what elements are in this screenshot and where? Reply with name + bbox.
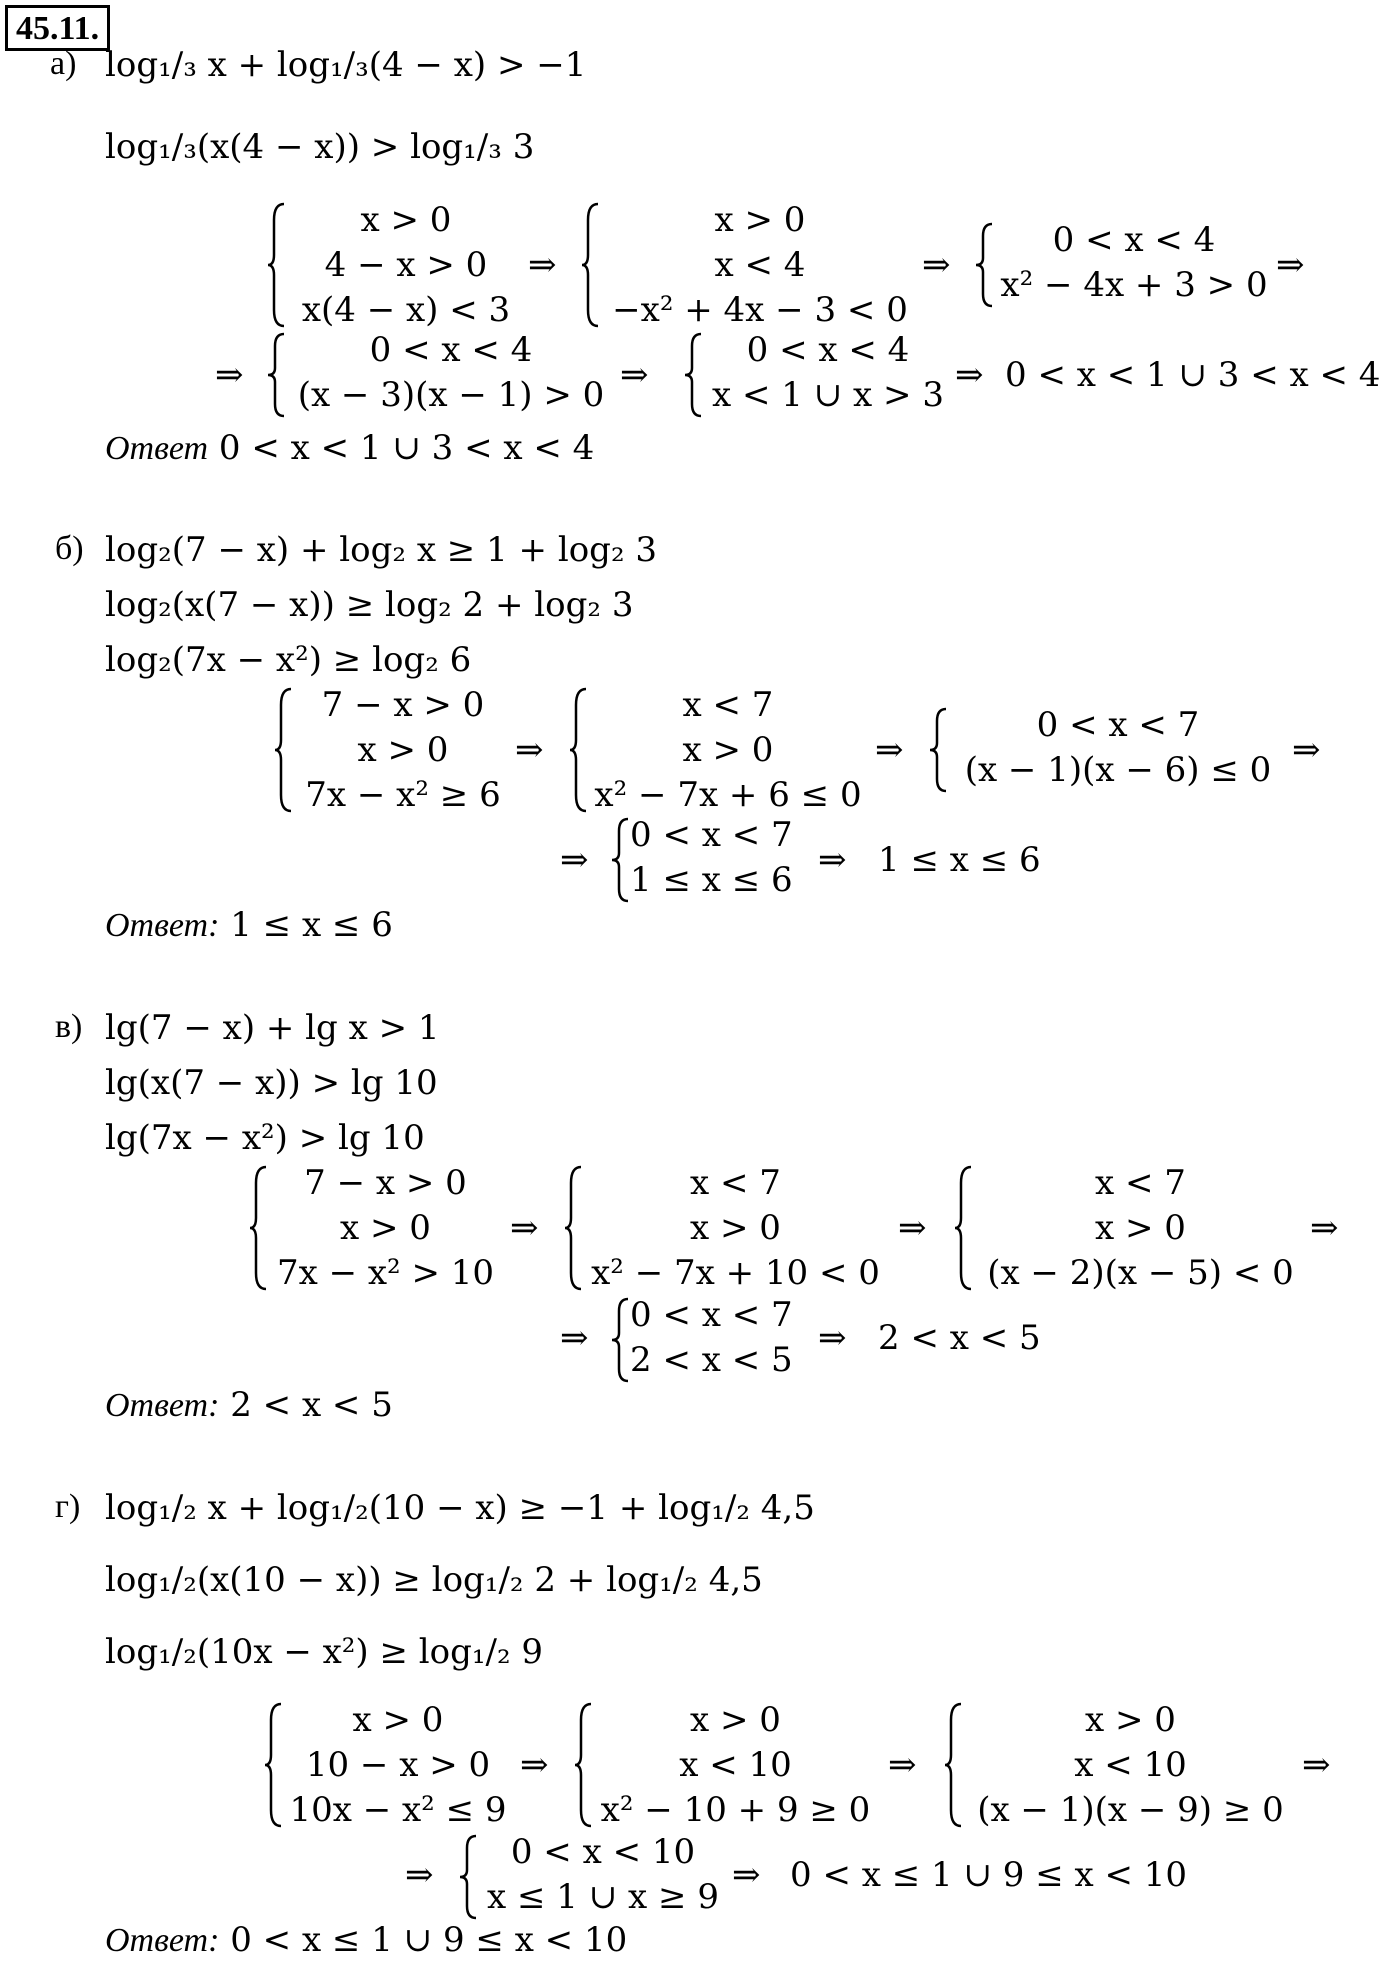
sys-line: x < 4 [714,245,806,285]
left-brace-icon [930,705,950,795]
sys-line: x > 0 [352,1700,444,1740]
part-b-line-2: log₂(x(7 − x)) ≥ log₂ 2 + log₂ 3 [105,585,634,625]
answer-label: Ответ: [105,907,220,944]
implies-arrow: ⇒ [898,1208,927,1248]
sys-line: x² − 4x + 3 > 0 [1000,265,1268,305]
answer-label: Ответ [105,430,209,467]
part-d-line-1: log₁/₂ x + log₁/₂(10 − x) ≥ −1 + log₁/₂ 4,5 [105,1488,815,1528]
sys-line: 0 < x < 4 [369,330,533,370]
part-a-answer [105,428,594,468]
answer-value: 0 < x < 1 ∪ 3 < x < 4 [218,428,595,468]
part-b-result: 1 ≤ x ≤ 6 [878,840,1041,880]
implies-arrow: ⇒ [955,355,984,395]
part-d-result: 0 < x ≤ 1 ∪ 9 ≤ x < 10 [790,1855,1188,1895]
part-d-system-4 [460,1832,730,1922]
part-c-result: 2 < x < 5 [878,1318,1041,1358]
sys-line: 1 ≤ x ≤ 6 [630,860,793,900]
left-brace-icon [612,1295,632,1385]
left-brace-icon [570,685,590,815]
left-brace-icon [945,1700,965,1830]
sys-line: 7 − x > 0 [321,685,485,725]
sys-line: x > 0 [1085,1700,1176,1740]
part-b-answer [105,905,393,945]
sys-line: 10 − x > 0 [305,1745,491,1785]
sys-line: x < 10 [1074,1745,1187,1785]
part-a-result: 0 < x < 1 ∪ 3 < x < 4 [1005,355,1381,395]
left-brace-icon [275,685,295,815]
part-d-system-3 [945,1700,1300,1830]
part-a-system-5 [685,330,955,420]
part-d-system-1 [265,1700,515,1830]
left-brace-icon [955,1163,975,1293]
sys-line: x > 0 [1095,1208,1186,1248]
sys-line: x > 0 [357,730,449,770]
sys-line: −x² + 4x − 3 < 0 [612,290,908,330]
sys-line: 0 < x < 7 [630,1295,793,1335]
part-d-line-2: log₁/₂(x(10 − x)) ≥ log₁/₂ 2 + log₁/₂ 4,5 [105,1560,763,1600]
sys-line: (x − 2)(x − 5) < 0 [987,1253,1294,1293]
sys-line: (x − 1)(x − 9) ≥ 0 [977,1790,1284,1830]
part-d-system-2 [575,1700,880,1830]
implies-arrow: ⇒ [528,245,557,285]
part-d-label: г) [55,1488,81,1525]
answer-value: 2 < x < 5 [230,1385,393,1425]
left-brace-icon [268,330,288,420]
implies-arrow: ⇒ [875,730,904,770]
part-b-system-3 [930,705,1290,795]
implies-arrow: ⇒ [515,730,544,770]
sys-line: 7x − x² > 10 [276,1253,495,1293]
sys-line: x < 7 [1095,1163,1186,1203]
answer-value: 1 ≤ x ≤ 6 [230,905,393,945]
implies-arrow: ⇒ [510,1208,539,1248]
sys-line: x(4 − x) < 3 [301,290,511,330]
part-b-line-3: log₂(7x − x²) ≥ log₂ 6 [105,640,472,680]
left-brace-icon [565,1163,585,1293]
sys-line: (x − 3)(x − 1) > 0 [297,375,605,415]
implies-arrow: ⇒ [560,840,589,880]
sys-line: x < 7 [682,685,774,725]
left-brace-icon [250,1163,270,1293]
implies-arrow: ⇒ [620,355,649,395]
sys-line: x² − 10 + 9 ≥ 0 [600,1790,871,1830]
left-brace-icon [582,200,602,330]
implies-arrow: ⇒ [922,245,951,285]
part-c-system-4 [612,1295,822,1385]
sys-line: x > 0 [714,200,806,240]
part-d-answer [105,1920,627,1960]
implies-arrow: ⇒ [1310,1208,1339,1248]
part-c-label: в) [55,1008,83,1045]
implies-arrow: ⇒ [888,1745,917,1785]
part-a-line-1: log₁/₃ x + log₁/₃(4 − x) > −1 [105,45,587,85]
problem-number: 45.11. [5,5,110,51]
part-b-system-2 [570,685,870,815]
sys-line: 2 < x < 5 [630,1340,793,1380]
left-brace-icon [575,1700,595,1830]
implies-arrow: ⇒ [1292,730,1321,770]
part-a-system-4 [268,330,618,420]
sys-line: x² − 7x + 10 < 0 [591,1253,880,1293]
part-b-system-4 [612,815,822,905]
implies-arrow: ⇒ [818,840,847,880]
part-c-system-3 [955,1163,1310,1293]
answer-value: 0 < x ≤ 1 ∪ 9 ≤ x < 10 [230,1920,628,1960]
sys-line: 7x − x² ≥ 6 [305,775,501,815]
part-c-line-2: lg(x(7 − x)) > lg 10 [105,1063,438,1103]
left-brace-icon [460,1832,480,1922]
sys-line: x > 0 [682,730,774,770]
sys-line: 0 < x < 4 [746,330,910,370]
left-brace-icon [612,815,632,905]
part-d-line-3: log₁/₂(10x − x²) ≥ log₁/₂ 9 [105,1632,544,1672]
part-b-line-1: log₂(7 − x) + log₂ x ≥ 1 + log₂ 3 [105,530,658,570]
part-c-line-3: lg(7x − x²) > lg 10 [105,1118,425,1158]
sys-line: 0 < x < 7 [1036,705,1200,745]
part-a-label: а) [50,45,77,82]
sys-line: x ≤ 1 ∪ x ≥ 9 [487,1877,719,1917]
sys-line: 0 < x < 4 [1052,220,1216,260]
part-a-line-2: log₁/₃(x(4 − x)) > log₁/₃ 3 [105,127,535,167]
sys-line: x > 0 [360,200,452,240]
sys-line: 4 − x > 0 [324,245,488,285]
sys-line: x < 7 [690,1163,781,1203]
sys-line: 0 < x < 10 [510,1832,696,1872]
left-brace-icon [268,200,288,330]
implies-arrow: ⇒ [732,1855,761,1895]
implies-arrow: ⇒ [818,1318,847,1358]
part-b-system-1 [275,685,515,815]
answer-label: Ответ: [105,1387,220,1424]
sys-line: x < 10 [679,1745,792,1785]
answer-label: Ответ: [105,1922,220,1959]
left-brace-icon [976,220,996,310]
part-a-system-3 [976,220,1276,310]
sys-line: x² − 7x + 6 ≤ 0 [594,775,862,815]
sys-line: (x − 1)(x − 6) ≤ 0 [964,750,1272,790]
part-c-line-1: lg(7 − x) + lg x > 1 [105,1008,440,1048]
implies-arrow: ⇒ [215,355,244,395]
implies-arrow: ⇒ [405,1855,434,1895]
implies-arrow: ⇒ [560,1318,589,1358]
part-c-system-1 [250,1163,505,1293]
sys-line: 10x − x² ≤ 9 [289,1790,507,1830]
sys-line: x > 0 [340,1208,431,1248]
sys-line: 0 < x < 7 [630,815,793,855]
sys-line: x > 0 [690,1208,781,1248]
part-b-label: б) [55,530,84,567]
left-brace-icon [685,330,705,420]
left-brace-icon [265,1700,285,1830]
part-a-system-2 [582,200,922,330]
sys-line: 7 − x > 0 [304,1163,467,1203]
part-c-system-2 [565,1163,890,1293]
sys-line: x < 1 ∪ x > 3 [712,375,944,415]
part-c-answer [105,1385,393,1425]
sys-line: x > 0 [690,1700,781,1740]
implies-arrow: ⇒ [1276,245,1305,285]
part-a-system-1 [268,200,528,330]
implies-arrow: ⇒ [520,1745,549,1785]
implies-arrow: ⇒ [1302,1745,1331,1785]
